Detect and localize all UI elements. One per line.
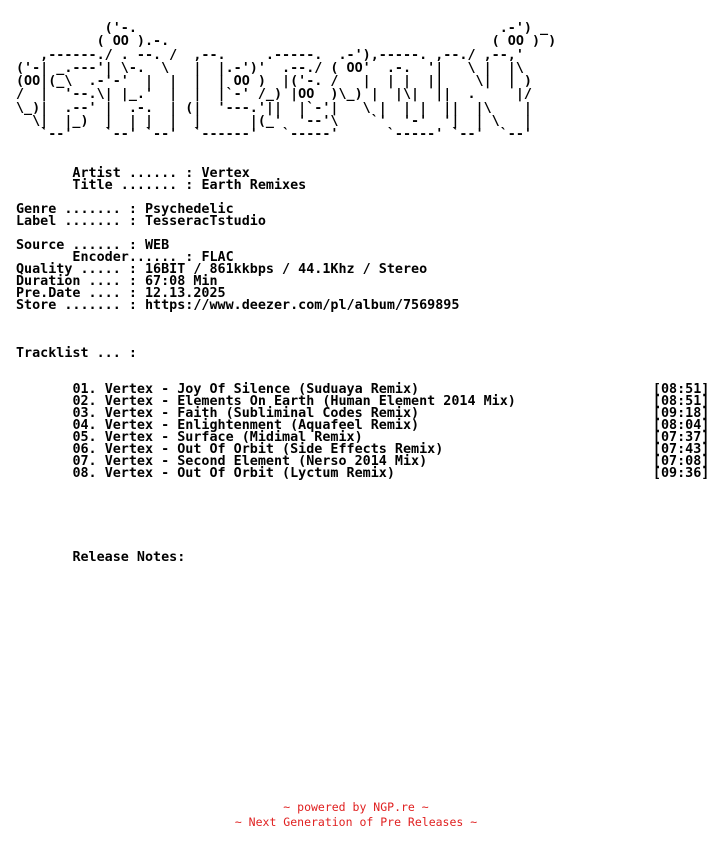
track-number: 03. <box>72 406 97 421</box>
track-title: Vertex - Faith (Subliminal Codes Remix) <box>104 406 420 421</box>
track-number: 06. <box>72 442 97 457</box>
pre-date-row: Pre.Date .... : 12.13.2025 <box>16 286 226 301</box>
track-title: Vertex - Out Of Orbit (Side Effects Remix) <box>104 442 444 457</box>
track-number: 07. <box>72 454 97 469</box>
store-row: Store ....... : https://www.deezer.com/pl/album/7569895 <box>16 298 460 313</box>
track-duration: [07:43] <box>652 442 710 457</box>
track-duration: [08:51] <box>652 394 710 409</box>
duration-value: 67:08 Min <box>145 274 218 289</box>
encoder-row: Encoder...... : FLAC <box>16 250 234 265</box>
tracklist-heading: Tracklist ... : <box>16 346 137 361</box>
track-duration: [07:37] <box>652 430 710 445</box>
label-row: Label ....... : TesseracTstudio <box>16 214 266 229</box>
genre-row: Genre ....... : Psychedelic <box>16 202 234 217</box>
footer-tagline: ~ Next Generation of Pre Releases ~ <box>234 815 478 829</box>
track-title: Vertex - Elements On Earth (Human Element 2014 Mix) <box>104 394 516 409</box>
track-number: 01. <box>72 382 97 397</box>
ascii-logo: ('-. .-') _ ( OO ).-. ( OO ) ) ,------./ . --. / ,--. .-----. .-'),-----. ,--./ ,--,' ('-| _.---'| \-. \ | |.-')' .--./ ( OO' .-. '| \ | |\ (OO|(_\ .-'-' | | | | OO ) |('-. / | | | || \| | ) / | '--.\| |_.' | | |`-' /_) |OO )\_) | |\| || . |/ \_)| .--' | .-. | (| '---.'|| |`-'| \ | | | || |\ | \| |_) | | | | | |(_' '--'\ `' '-' '| | \ | `--' `--' `--' `------' `-----' `-----' `--' `--' <box>16 21 557 143</box>
pre-date-value: 12.13.2025 <box>145 286 226 301</box>
track-duration: [08:51] <box>652 382 710 397</box>
track-number: 02. <box>72 394 97 409</box>
track-title: Vertex - Out Of Orbit (Lyctum Remix) <box>104 466 395 481</box>
track-duration: [07:08] <box>652 454 710 469</box>
footer-powered-by: ~ powered by NGP.re ~ <box>283 800 429 814</box>
track-number: 04. <box>72 418 97 433</box>
store-url: https://www.deezer.com/pl/album/7569895 <box>145 298 460 313</box>
track-title: Vertex - Joy Of Silence (Suduaya Remix) <box>104 382 420 397</box>
track-number: 05. <box>72 430 97 445</box>
quality-row: Quality ..... : 16BIT / 861kkbps / 44.1Khz / Stereo <box>16 262 428 277</box>
release-info <box>16 168 709 564</box>
release-notes-heading: Release Notes: <box>72 550 186 565</box>
track-duration: [09:18] <box>652 406 710 421</box>
track-duration: [09:36] <box>652 466 710 481</box>
artist-row: Artist ...... : Vertex <box>16 166 250 181</box>
track-duration: [08:04] <box>652 418 710 433</box>
source-row: Source ...... : WEB <box>16 238 170 253</box>
artist-value: Vertex <box>201 166 250 181</box>
track-number: 08. <box>72 466 97 481</box>
track-title: Vertex - Second Element (Nerso 2014 Mix) <box>104 454 428 469</box>
encoder-value: FLAC <box>201 250 234 265</box>
track-title: Vertex - Enlightenment (Aquafeel Remix) <box>104 418 420 433</box>
quality-value: 16BIT / 861kkbps / 44.1Khz / Stereo <box>145 262 428 277</box>
label-value: TesseracTstudio <box>145 214 266 229</box>
source-value: WEB <box>145 238 170 253</box>
genre-value: Psychedelic <box>145 202 234 217</box>
duration-row: Duration .... : 67:08 Min <box>16 274 218 289</box>
title-value: Earth Remixes <box>201 178 307 193</box>
track-row <box>16 466 709 481</box>
track-title: Vertex - Surface (Midimal Remix) <box>104 430 363 445</box>
title-row: Title ....... : Earth Remixes <box>16 178 307 193</box>
